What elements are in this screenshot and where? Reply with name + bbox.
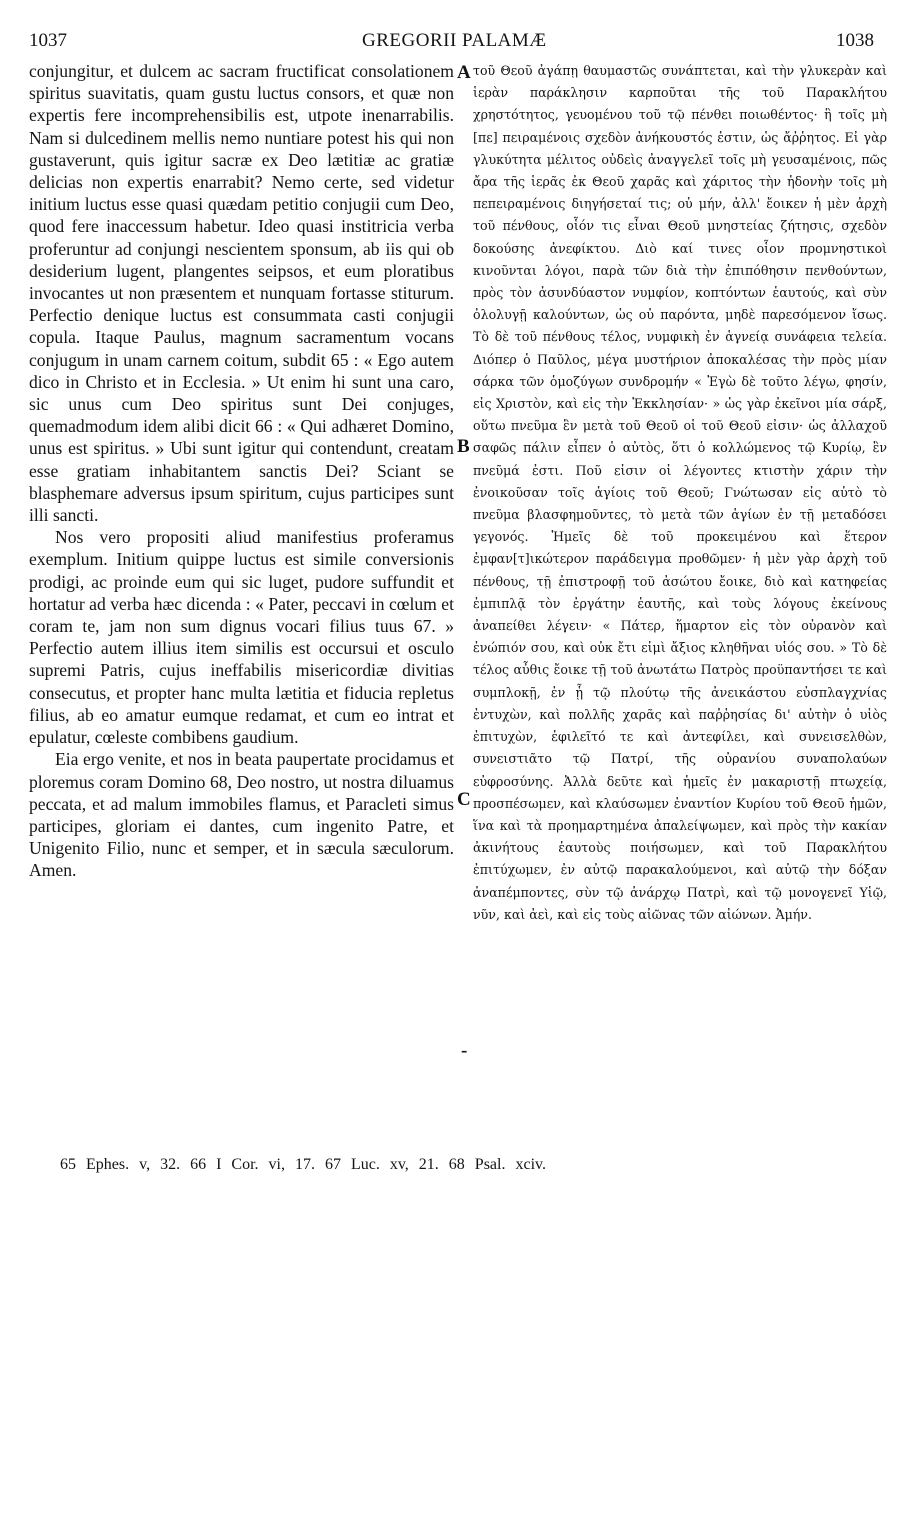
margin-letter-c: C xyxy=(457,789,471,810)
page-number-left: 1037 xyxy=(29,30,67,51)
latin-paragraph: Eia ergo venite, et nos in beata paupertate procidamus et ploremus coram Domino 68, Deo nostro, ut nostra diluamus peccata, et ad malum immobiles flamus, et Paracleti simus participes, gloriam ei dantes, cum ingenito Patre, et Unigenito Filio, nunc et semper, et in sæcula sæculorum. Amen. xyxy=(29,749,454,881)
greek-column xyxy=(473,60,887,926)
margin-dash: - xyxy=(461,1040,468,1061)
greek-paragraph: τοῦ Θεοῦ ἀγάπῃ θαυμαστῶς συνάπτεται, καὶ τὴν γλυκερὰν καὶ ἱερὰν παράκλησιν καρποῦται τῆς τοῦ Παρακλήτου χρηστότητος, γευομένου τοῦ τῷ πένθει ποιωθέντος· ἣ τοῖς μὴ [πε] πειραμένοις σχεδὸν ἀνήκουστός ἐστιν, ὡς ἄῤῥητος. Εἰ γὰρ γλυκύτητα μέλιτος οὐδεὶς ἀναγγελεῖ τοῖς μὴ γευσαμένοις, πῶς ἄρα τῆς ἱερᾶς ἐκ Θεοῦ χαρᾶς καὶ χάριτος τὴν ἡδονὴν τοῖς μὴ πεπειραμένοις διηγήσεταί τις; οὐ μήν, ἀλλ' ἔοικεν ἡ μὲν ἀρχὴ τοῦ πένθους, οἷόν τις εἶναι Θεοῦ μνηστείας ζήτησις, σχεδὸν δοκούσης ἀνεφίκτου. Διὸ καί τινες οἷον προμνηστικοὶ κινοῦνται λόγοι, παρὰ τῶν διὰ τὴν ἐπιπόθησιν πενθούντων, πρὸς τὸν ἀσυνδύαστον νυμφίον, κοπτόντων ἑαυτούς, καὶ σὺν ὀλολυγῇ καλούντων, ὡς οὐ παρόντα, μηδὲ παρεσόμενον ἴσως. Τὸ δὲ τοῦ πένθους τέλος, νυμφικὴ ἐν ἁγνείᾳ συνάφεια τελεία. Διόπερ ὁ Παῦλος, μέγα μυστήριον ἀποκαλέσας τὴν πρὸς μίαν σάρκα τῶν ὁμοζύγων συνδρομήν « Ἐγὼ δὲ τοῦτο λέγω, φησίν, εἰς Χριστὸν, καὶ εἰς τὴν Ἐκκλησίαν· » ὡς γὰρ ἐκεῖνοι μία σάρξ, οὕτω πνεῦμα ἓν μετὰ τοῦ Θεοῦ οἱ τοῦ Θεοῦ εἰσιν· ὡς ἀλλαχοῦ σαφῶς πάλιν εἶπεν ὁ αὐτὸς, ὅτι ὁ κολλώμενος τῷ Κυρίῳ, ἓν πνεῦμά ἐστι. Ποῦ εἰσιν οἱ λέγοντες κτιστὴν χάριν τὴν ἐνοικοῦσαν τοῖς ἁγίοις τοῦ Θεοῦ; Γνώτωσαν εἰς αὐτὸ τὸ πνεῦμα βλασφημοῦντες, τὸ μετὰ τῶν ἁγίων ἐν τῇ μεταδόσει γεγονός. Ἡμεῖς δὲ τοῦ προκειμένου καὶ ἕτερον ἐμφαν[τ]ικώτερον παράδειγμα προθῶμεν· ἡ μὲν γὰρ ἀρχὴ τοῦ πένθους, τῇ ἐπιστροφῇ τοῦ ἀσώτου ἔοικε, διὸ καὶ κατηφείας ἐμπιπλᾷ τὸν ἐργάτην ἑαυτῆς, καὶ τοὺς λόγους ἐκείνους ἀναπείθει λέγειν· « Πάτερ, ἥμαρτον εἰς τὸν οὐρανὸν καὶ ἐνώπιόν σου, καὶ οὐκ ἔτι εἰμὶ ἄξιος κληθῆναι υἱός σου. » Τὸ δὲ τέλος αὖθις ἔοικε τῇ τοῦ ἀνωτάτω Πατρὸς προϋπαντήσει τε καὶ συμπλοκῇ, ἐν ᾗ τῷ πλούτῳ τῆς ἀνεικάστου εὐσπλαγχνίας ἐντυχὼν, καὶ πολλῆς χαρᾶς καὶ παῤῥησίας δι' αὐτὴν ὁ υἱὸς ἐπιτυχὼν, ἐφιλεῖτό τε καὶ ἀντεφίλει, καὶ συνεισελθὼν, συνειστιᾶτο τῷ Πατρί, τῆς οὐρανίου συναπολαύων εὐφροσύνης. Ἀλλὰ δεῦτε καὶ ἡμεῖς ἐν μακαριστῇ πτωχείᾳ, προσπέσωμεν, καὶ κλαύσωμεν ἐναντίον Κυρίου τοῦ Θεοῦ ἡμῶν, ἵνα καὶ τὰ προημαρτημένα ἀπαλείψωμεν, καὶ πρὸς τὴν κακίαν ἀκινήτους ἑαυτοὺς ποιήσωμεν, καὶ τοῦ Παρακλήτου ἐπιτύχωμεν, ἐν αὐτῷ παρακαλούμενοι, καὶ αὐτῷ τὴν δόξαν ἀναπέμποντες, σὺν τῷ ἀνάρχῳ Πατρὶ, καὶ τῷ μονογενεῖ Υἱῷ, νῦν, καὶ ἀεὶ, καὶ εἰς τοὺς αἰῶνας τῶν αἰώνων. Ἀμήν. xyxy=(473,63,887,922)
margin-letter-a: A xyxy=(457,62,471,83)
latin-column xyxy=(29,60,454,882)
margin-letter-b: B xyxy=(457,436,470,457)
footnotes: 65 Ephes. v, 32. 66 I Cor. vi, 17. 67 Luc. xv, 21. 68 Psal. xciv. xyxy=(60,1156,546,1173)
page-number-right: 1038 xyxy=(836,30,874,51)
latin-paragraph: conjungitur, et dulcem ac sacram fructificat consolationem spiritus suavitatis, quam gustu luctus consors, et quæ non expertis fere incomprehensibilis est, utpote inenarrabilis. Nam si dulcedinem mellis nemo nuntiare potest his qui non gustaverunt, quis igitur sacræ ex Deo lætitiæ ac gratiæ delicias non expertis enarrabit? Nemo certe, sed videtur initium luctus esse quasi quædam petitio conjugii cum Deo, quod fere inaccessum habetur. Ideo quasi institricia verba proferuntur ad conjungi nescientem sponsum, ab iis qui ob desiderium lugent, plangentes seipsos, et eum ploratibus invocantes ut non præsentem et nunquam fortasse stiturum. Perfectio denique luctus est consummata casti conjugii copula. Itaque Paulus, magnum sacramentum vocans conjugum in unam carnem coitum, subdit 65 : « Ego autem dico in Christo et in Ecclesia. » Ut enim hi sunt una caro, sic unus cum Deo spiritus sunt Dei conjuges, quemadmodum idem alibi dicit 66 : « Qui adhæret Domino, unus est spiritus. » Ubi sunt igitur qui contendunt, creatam esse gratiam inhabitantem sanctis Dei? Sciant se blasphemare adversus ipsum spiritum, cujus participes sunt illi sancti. xyxy=(29,61,454,526)
running-title: GREGORII PALAMÆ xyxy=(362,30,547,51)
latin-paragraph: Nos vero propositi aliud manifestius proferamus exemplum. Initium quippe luctus est simile conversionis prodigi, ac proinde eum qui sic luget, pudore suffundit et hortatur ad verba hæc dicenda : « Pater, peccavi in cœlum et coram te, jam non sum dignus vocari filius tuus 67. » Perfectio autem illius item similis est occursui et osculo supremi Patris, cujus ineffabilis misericordiæ divitias consecutus, et propter hanc multa lætitia et fiducia repletus filius, ab eo amatur eumque redamat, et cum eo intrat et epulatur, cœleste combibens gaudium. xyxy=(29,527,454,748)
